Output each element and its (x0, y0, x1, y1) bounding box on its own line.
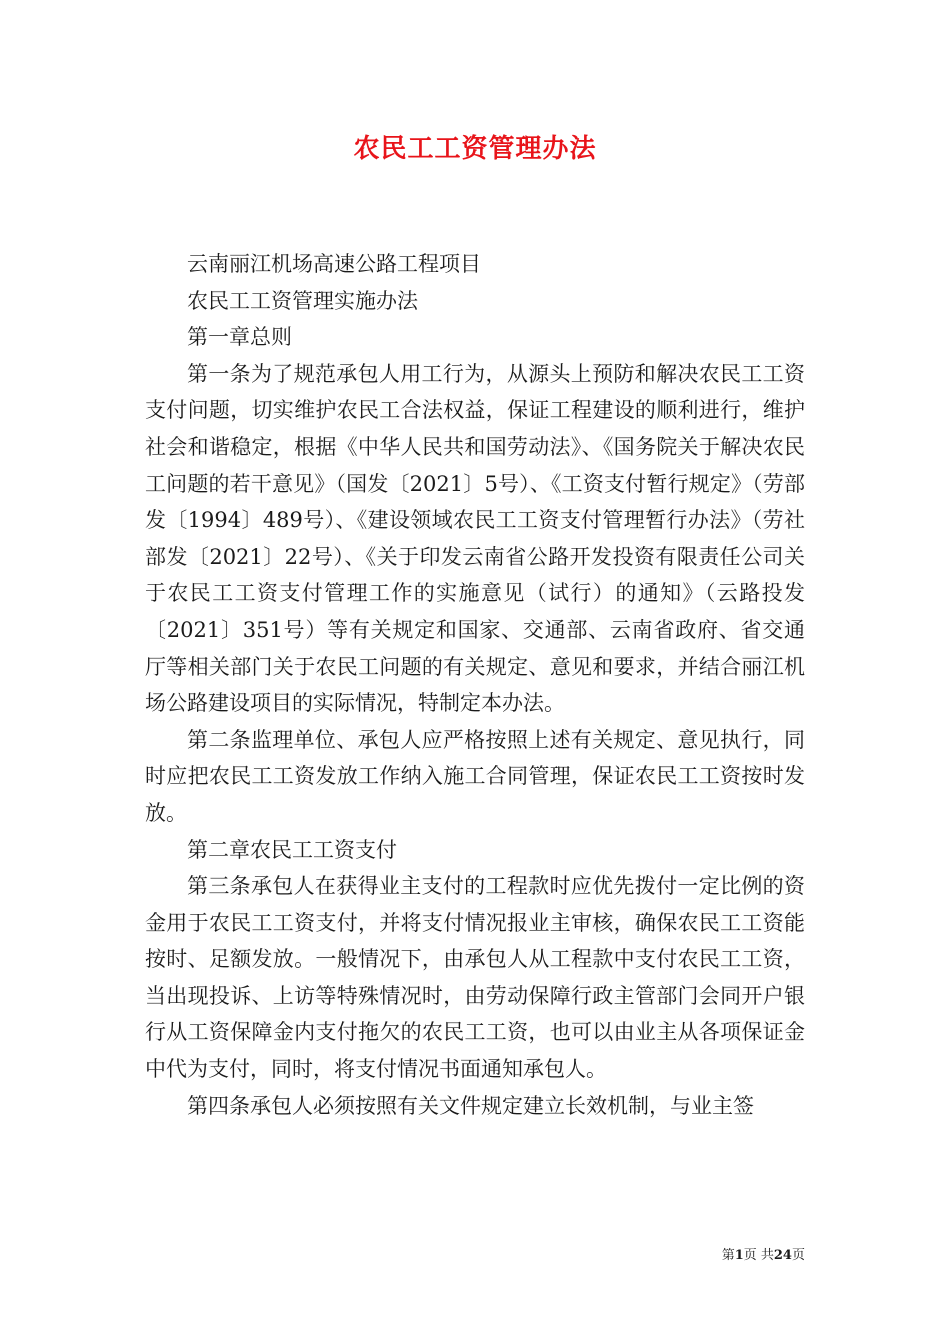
page-footer (722, 1247, 805, 1265)
footer-middle: 页 共 (743, 1248, 774, 1263)
footer-current-page: 1 (734, 1248, 744, 1263)
document-title: 农民工工资管理办法 (353, 134, 597, 164)
article-2: 第二条监理单位、承包人应严格按照上述有关规定、意见执行，同时应把农民工工资发放工作纳入施工合同管理，保证农民工工资按时发放。 (145, 727, 805, 825)
document-body (145, 246, 805, 1124)
footer-suffix: 页 (791, 1248, 805, 1263)
footer-total-pages: 24 (773, 1248, 792, 1263)
footer-prefix: 第 (721, 1248, 735, 1263)
article-3: 第三条承包人在获得业主支付的工程款时应优先拨付一定比例的资金用于农民工工资支付，并将支付情况报业主审核，确保农民工工资能按时、足额发放。一般情况下，由承包人从工程款中支付农民工工资，当出现投诉、上访等特殊情况时，由劳动保障行政主管部门会同开户银行从工资保障金内支付拖欠的农民工工资，也可以由业主从各项保证金中代为支付，同时，将支付情况书面通知承包人。 (145, 874, 805, 1082)
article-4: 第四条承包人必须按照有关文件规定建立长效机制，与业主签 (187, 1093, 754, 1118)
article-1: 第一条为了规范承包人用工行为，从源头上预防和解决农民工工资支付问题，切实维护农民工合法权益，保证工程建设的顺利进行，维护社会和谐稳定，根据《中华人民共和国劳动法》、《国务院关于解决农民工问题的若干意见》（国发〔2021〕5号）、《工资支付暂行规定》（劳部发〔1994〕489号）、《建设领域农民工工资支付管理暂行办法》（劳社部发〔2021〕22号）、《关于印发云南省公路开发投资有限责任公司关于农民工工资支付管理工作的实施意见（试行）的通知》（云路投发〔2021〕351号）等有关规定和国家、交通部、云南省政府、省交通厅等相关部门关于农民工问题的有关规定、意见和要求，并结合丽江机场公路建设项目的实际情况，特制定本办法。 (145, 361, 805, 716)
chapter-heading-2: 第二章农民工工资支付 (187, 837, 397, 862)
paragraph-subtitle: 农民工工资管理实施办法 (187, 288, 418, 313)
chapter-heading-1: 第一章总则 (187, 325, 292, 350)
paragraph-project-name: 云南丽江机场高速公路工程项目 (187, 252, 481, 276)
